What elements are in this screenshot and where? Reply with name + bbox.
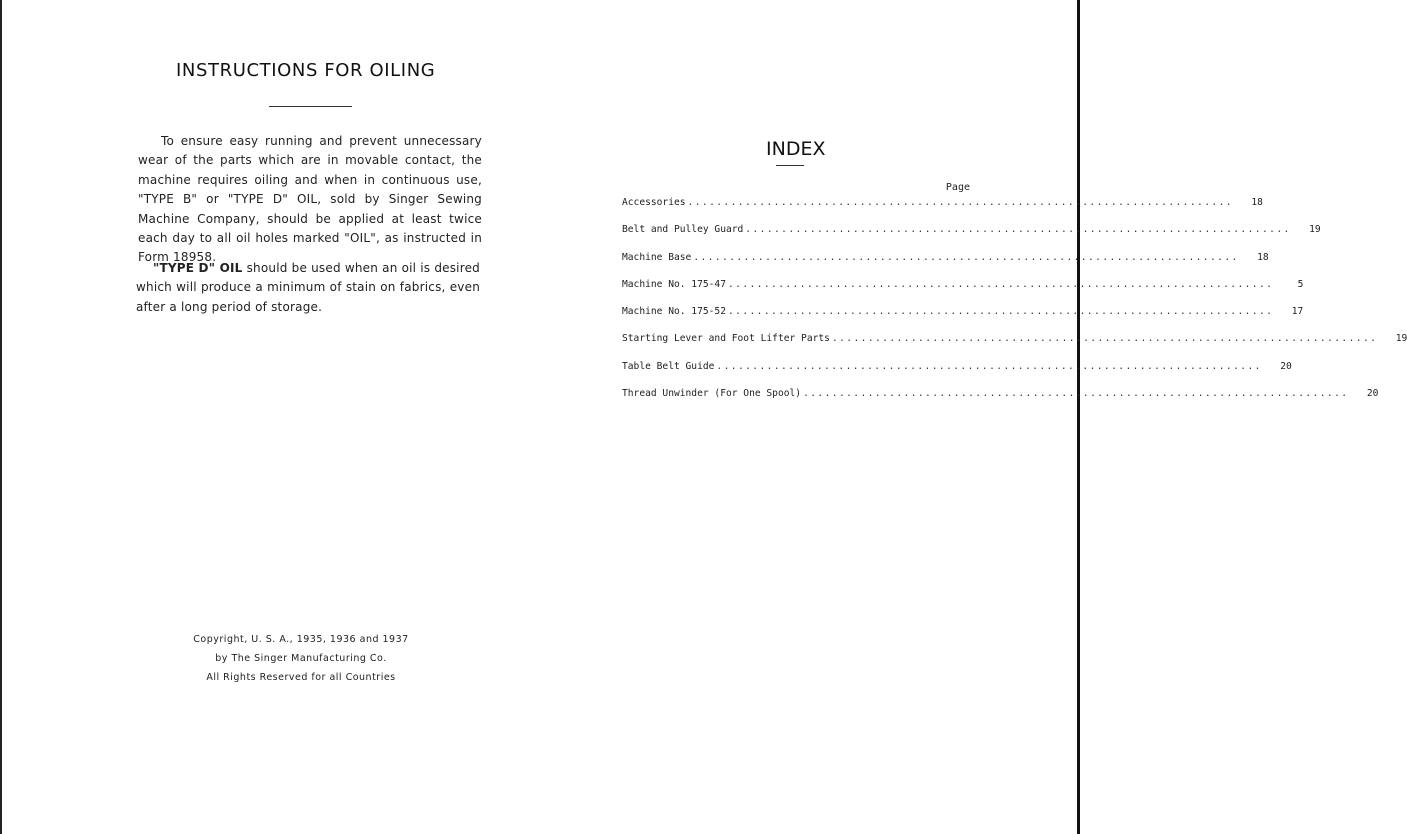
index-entry	[622, 360, 1292, 388]
page-column-heading: Page	[945, 182, 970, 193]
copyright-line: by The Singer Manufacturing Co.	[215, 653, 387, 664]
index-entry-label: Machine Base	[622, 251, 692, 263]
index-underline	[776, 165, 804, 166]
index-entry-page: 17	[1291, 306, 1304, 318]
dot-leader: ............................................................................	[727, 278, 1274, 290]
index-entry	[622, 306, 1304, 333]
copyright-block	[160, 630, 442, 687]
index-entry	[622, 278, 1304, 306]
index-entry	[622, 224, 1321, 251]
page-right-edge	[1077, 0, 1080, 834]
dot-leader: ............................................................................	[803, 388, 1349, 400]
left-page	[0, 0, 540, 834]
copyright-line: All Rights Reserved for all Countries	[206, 672, 396, 683]
index-entry-label: Accessories	[622, 197, 686, 208]
index-entry-label: Machine No. 175-47	[622, 278, 726, 290]
page-title: INSTRUCTIONS FOR OILING	[176, 60, 436, 81]
index-entry-page: 19	[1395, 333, 1407, 345]
copyright-line: Copyright, U. S. A., 1935, 1936 and 1937	[193, 634, 409, 645]
index-entry-label: Thread Unwinder (For One Spool)	[622, 388, 802, 400]
index-entry-label: Starting Lever and Foot Lifter Parts	[622, 333, 830, 345]
index-entry	[622, 251, 1269, 279]
type-d-oil-emphasis: "TYPE D" OIL	[153, 261, 243, 275]
dot-leader: ............................................................................	[716, 360, 1262, 372]
index-entry-page: 19	[1309, 224, 1321, 236]
index-entry	[622, 333, 1407, 360]
dot-leader: ............................................................................	[831, 333, 1378, 345]
index-entry-label: Machine No. 175-52	[622, 306, 726, 318]
index-entry	[622, 388, 1379, 415]
dot-leader: ............................................................................	[693, 251, 1239, 263]
dot-leader: ............................................................................	[745, 224, 1291, 236]
oiling-paragraph-1: To ensure easy running and prevent unnecessary wear of the parts which are in movable contact, the machine requires oiling and when in continuous use, "TYPE B" or "TYPE D" OIL, sold by Singer Sewing Machine Company, should be applied at least twice each day to all oil holes marked "OIL", as instructed in Form 18958.	[138, 134, 482, 265]
index-entry-page: 5	[1297, 278, 1304, 290]
index-title: INDEX	[766, 138, 826, 160]
index-entry	[622, 197, 1263, 224]
dot-leader: ............................................................................	[727, 306, 1274, 318]
index-entry-page: 18	[1257, 251, 1269, 263]
index-list	[622, 197, 1407, 415]
index-entry-label: Table Belt Guide	[622, 360, 715, 372]
dot-leader: ............................................................................	[687, 197, 1233, 208]
index-entry-label: Belt and Pulley Guard	[622, 224, 744, 236]
oiling-paragraph-2-text: should be used when an oil is desired which will produce a minimum of stain on fabrics, even after a long period of storage.	[136, 261, 480, 314]
index-entry-page: 20	[1366, 388, 1379, 400]
index-entry-page: 20	[1280, 360, 1292, 372]
title-underline	[269, 106, 352, 107]
index-entry-page: 18	[1251, 197, 1263, 208]
oiling-paragraph-2	[136, 259, 480, 317]
